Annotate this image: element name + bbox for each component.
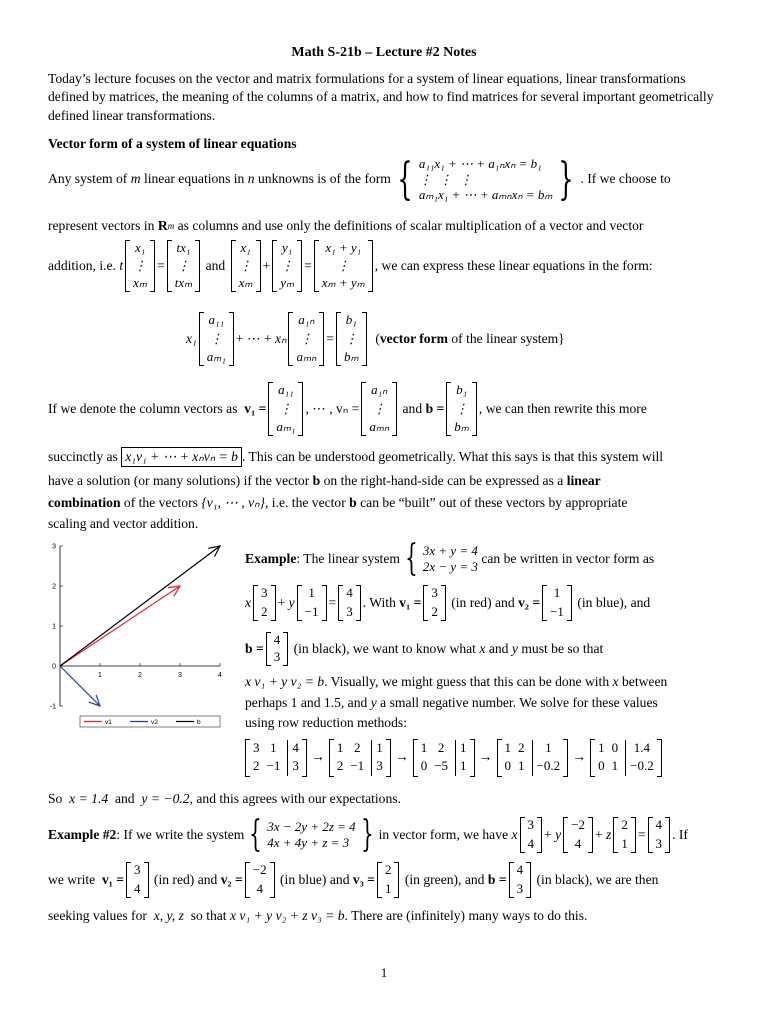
augmented-matrix	[590, 739, 662, 777]
vector-tx: tx₁ ⋮ txₘ	[167, 240, 200, 292]
succinct-line: succinctly as x₁v₁ + ⋯ + xₙvₙ = b . This can be understood geometrically. What this says is that this system will	[48, 447, 663, 467]
matrix-entry: 2	[336, 758, 344, 773]
matrix-entry: 1	[611, 758, 619, 773]
augmented-matrix	[245, 739, 307, 777]
y-tick-label: 1	[52, 623, 56, 631]
general-system: a₁₁x₁ + ⋯ + a₁ₙxₙ = b₁ ⋮ ⋮ ⋮ aₘ₁x₁ + ⋯ + aₘₙxₙ = bₘ	[418, 156, 553, 203]
vector-v2	[60, 666, 100, 706]
vector-b	[60, 546, 220, 666]
right-brace: }	[558, 153, 575, 205]
example1-vector-form: x 3 2 + y 1 −1 = 4 3 . With v₁ = 3 2 (in red) and v₂ = 1 −1 (in blue), and	[245, 585, 651, 620]
matrix-entry: 1	[598, 740, 605, 755]
page-number: 1	[380, 965, 388, 980]
x-tick-label: 2	[138, 672, 142, 679]
matrix-entry: 0	[420, 758, 428, 773]
matrix-entry: 3	[253, 740, 260, 755]
vector-v1	[60, 586, 180, 666]
y-tick-label: -1	[49, 703, 56, 711]
intro-paragraph: Today’s lecture focuses on the vector and matrix formulations for a system of linear equations, linear transformations defined by matrices, the meaning of the columns of a matrix, and how to find matrices for several important geometrically defined linear transformations.	[48, 71, 714, 123]
x-tick-label: 1	[98, 672, 102, 679]
example1-b-line: b = 4 3 (in black), we want to know what x and y must be so that	[245, 632, 604, 665]
matrix-entry: 0	[598, 758, 605, 773]
combination-line: combination of the vectors {v₁, ⋯ , vₙ} , i.e. the vector b can be “built” out of these vectors by appropriate	[48, 495, 628, 510]
vector-x-plus-y: x₁ + y₁ ⋮ xₘ + yₘ	[314, 240, 373, 292]
augmented-matrix	[329, 739, 391, 777]
matrix-entry: 2	[437, 740, 445, 755]
matrix-entry: −0.2	[532, 758, 561, 776]
boxed-equation: x₁v₁ + ⋯ + xₙvₙ = b	[121, 447, 242, 467]
matrix-entry: 0	[611, 740, 619, 755]
matrix-entry: 3	[287, 758, 299, 776]
matrix-entry: 1	[455, 758, 467, 776]
matrix-entry: 2	[354, 740, 361, 755]
matrix-entry: −5	[434, 758, 449, 773]
general-system-line: Any system of m linear equations in n unknowns is of the form { a₁₁x₁ + ⋯ + a₁ₙxₙ = b₁ ⋮ ⋮ ⋮ aₘ₁x₁ + ⋯ + aₘₙxₙ = bₘ } . If we choose to	[48, 153, 671, 205]
matrix-entry: 1	[504, 740, 512, 755]
x-tick-label: 4	[218, 672, 222, 679]
denote-columns-line: If we denote the column vectors as v₁ = a₁₁ ⋮ aₘ₁ , ⋯ , vₙ = a₁ₙ ⋮ aₘₙ and b = b₁ ⋮ bₘ , we can then rewrite this more	[48, 382, 647, 435]
matrix-entry: 1	[518, 758, 525, 773]
legend-label-v1: v1	[105, 719, 112, 726]
reduction-arrow: →	[478, 749, 493, 765]
matrix-entry: 1	[371, 740, 383, 758]
example1-line: Example : The linear system { 3x + y = 4 2x − y = 3 can be written in vector form as	[245, 537, 655, 579]
matrix-entry: 1	[455, 740, 467, 758]
x-tick-label: 3	[178, 672, 182, 679]
reduction-arrow: →	[394, 749, 409, 765]
matrix-entry: 2	[253, 758, 260, 773]
y-tick-label: 3	[52, 543, 56, 551]
legend-label-v2: v2	[151, 719, 158, 726]
matrix-entry: 4	[287, 740, 299, 758]
vector-x: x₁ ⋮ xₘ	[125, 240, 155, 292]
visually-line: x v₁ + y v₂ = b . Visually, we might guess that this can be done with x between	[245, 674, 668, 689]
reduction-arrow: →	[310, 749, 325, 765]
scaling-line: scaling and vector addition.	[48, 516, 199, 531]
augmented-matrix	[413, 739, 475, 777]
matrix-entry: 1	[532, 740, 561, 758]
seeking-line: seeking values for x, y, z so that x v₁ + y v₂ + z v₃ = b . There are (infinitely) many ways to do this.	[48, 908, 588, 923]
augmented-matrix	[497, 739, 569, 777]
example2-vectors-line: we write v₁ = 3 4 (in red) and v₂ = −2 4 (in blue) and v₃ = 2 1 (in green), and b = 4 3 (in black), we are then	[48, 862, 659, 897]
solution-line: have a solution (or many solutions) if the vector b on the right-hand-side can be expressed as a linear	[48, 473, 601, 488]
matrix-entry: 1	[420, 740, 428, 755]
section-heading: Vector form of a system of linear equations	[48, 136, 297, 151]
perhaps-line: perhaps 1 and 1.5, and y a small negative number. We solve for these values	[245, 695, 658, 710]
matrix-entry: 1	[336, 740, 344, 755]
matrix-entry: 2	[518, 740, 525, 755]
row-reduction-chain	[243, 737, 664, 779]
represent-line: represent vectors in R m as columns and use only the definitions of scalar multiplication of a vector and vector	[48, 218, 644, 233]
matrix-entry: −0.2	[625, 758, 654, 776]
left-brace: {	[397, 153, 413, 205]
vector-plot	[30, 538, 230, 738]
page-title: Math S-21b – Lecture #2 Notes	[291, 45, 477, 60]
example2-line: Example #2 : If we write the system { 3x − 2y + 2z = 4 4x + 4y + z = 3 } in vector form, we have x 3 4 + y −2 4 + z 2 1 = 4 3 . If	[48, 813, 688, 855]
matrix-entry: −1	[350, 758, 365, 773]
y-tick-label: 2	[52, 583, 56, 591]
so-line: So x = 1.4 and y = −0.2 , and this agrees with our expectations.	[48, 791, 401, 806]
matrix-entry: 1	[270, 740, 277, 755]
matrix-entry: 3	[371, 758, 383, 776]
matrix-entry: 1.4	[625, 740, 654, 758]
matrix-entry: −1	[266, 758, 281, 773]
vector-y: y₁ ⋮ yₘ	[272, 240, 302, 292]
row-reduction-intro: using row reduction methods:	[245, 715, 407, 730]
y-tick-label: 0	[52, 663, 56, 671]
definitions-line: addition, i.e. t x₁ ⋮ xₘ = tx₁ ⋮ txₘ and x₁ ⋮ xₘ + y₁ ⋮ yₘ = x₁ + y₁ ⋮ xₘ + yₘ , we can express these linear equations in the form:	[48, 240, 653, 291]
legend-label-b: b	[197, 719, 201, 726]
vector-x-2: x₁ ⋮ xₘ	[231, 240, 261, 292]
matrix-entry: 0	[504, 758, 512, 773]
reduction-arrow: →	[572, 749, 587, 765]
vector-form-equation: x₁ a₁₁ ⋮ aₘ₁ + ⋯ + xₙ a₁ₙ ⋮ aₘₙ = b₁ ⋮ bₘ ( vector form of the linear system}	[186, 312, 565, 365]
